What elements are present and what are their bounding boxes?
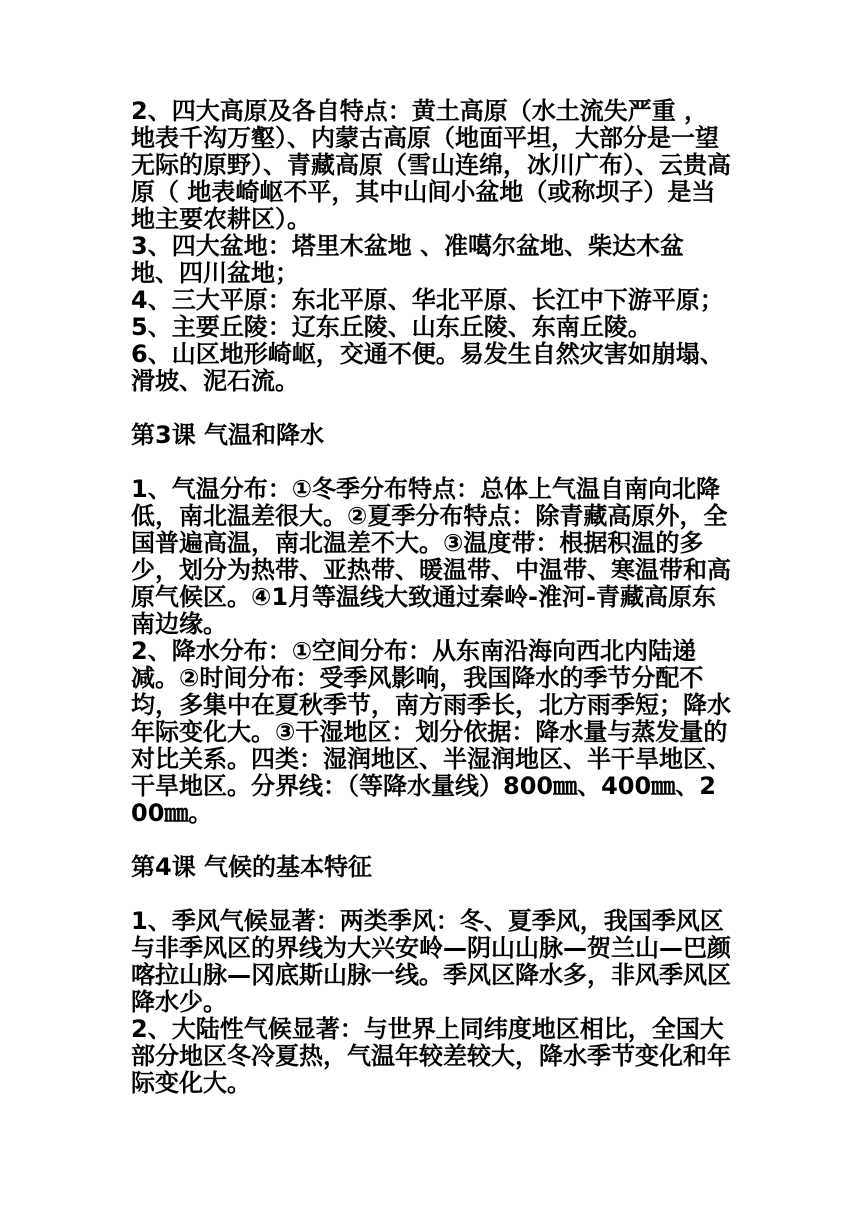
spacer: [131, 881, 731, 908]
topography-item-5: 5、主要丘陵：辽东丘陵、山东丘陵、东南丘陵。: [131, 313, 652, 341]
lesson3-item-2: 2、降水分布：①空间分布：从东南沿海向西北内陆递减。②时间分布：受季风影响，我国降水的季节分配不均，多集中在夏秋季节，南方雨季长，北方雨季短；降水年际变化大。③干湿地区：划分依据：降水量与蒸发量的对比关系。四类：湿润地区、半湿润地区、半干旱地区、干旱地区。分界线：（等降水量线）800㎜、400㎜、200㎜。: [131, 637, 731, 827]
lesson4-heading: 第4课 气候的基本特征: [131, 853, 373, 881]
lesson3-heading: 第3课 气温和降水: [131, 421, 325, 449]
document-page: [131, 98, 731, 1097]
topography-item-4: 4、三大平原：东北平原、华北平原、长江中下游平原；: [131, 286, 724, 314]
lesson4-item-2: 2、大陆性气候显著：与世界上同纬度地区相比，全国大部分地区冬冷夏热，气温年较差较大，降水季节变化和年际变化大。: [131, 1015, 731, 1097]
topography-item-3: 3、四大盆地：塔里木盆地 、准噶尔盆地、柴达木盆地、四川盆地；: [131, 232, 685, 287]
topography-item-2: 2、四大高原及各自特点：黄土高原（水土流失严重 ，地表千沟万壑）、内蒙古高原（地面平坦，大部分是一望无际的原野）、青藏高原（雪山连绵，冰川广布）、云贵高原（ 地表崎岖不平，其中山间小盆地（或称坝子）是当地主要农耕区）。: [131, 97, 731, 233]
lesson4-item-1: 1、季风气候显著：两类季风：冬、夏季风，我国季风区与非季风区的界线为大兴安岭—阴山山脉—贺兰山—巴颜喀拉山脉—冈底斯山脉一线。季风区降水多，非风季风区降水少。: [131, 907, 731, 1016]
spacer: [131, 827, 731, 854]
lesson3-item-1: 1、气温分布：①冬季分布特点：总体上气温自南向北降低，南北温差很大。②夏季分布特点：除青藏高原外，全国普遍高温，南北温差不大。③温度带：根据积温的多少，划分为热带、亚热带、暖温带、中温带、寒温带和高原气候区。④1月等温线大致通过秦岭-淮河-青藏高原东南边缘。: [131, 475, 731, 638]
spacer: [131, 449, 731, 476]
spacer: [131, 395, 731, 422]
topography-item-6: 6、山区地形崎岖，交通不便。易发生自然灾害如崩塌、滑坡、泥石流。: [131, 340, 724, 395]
